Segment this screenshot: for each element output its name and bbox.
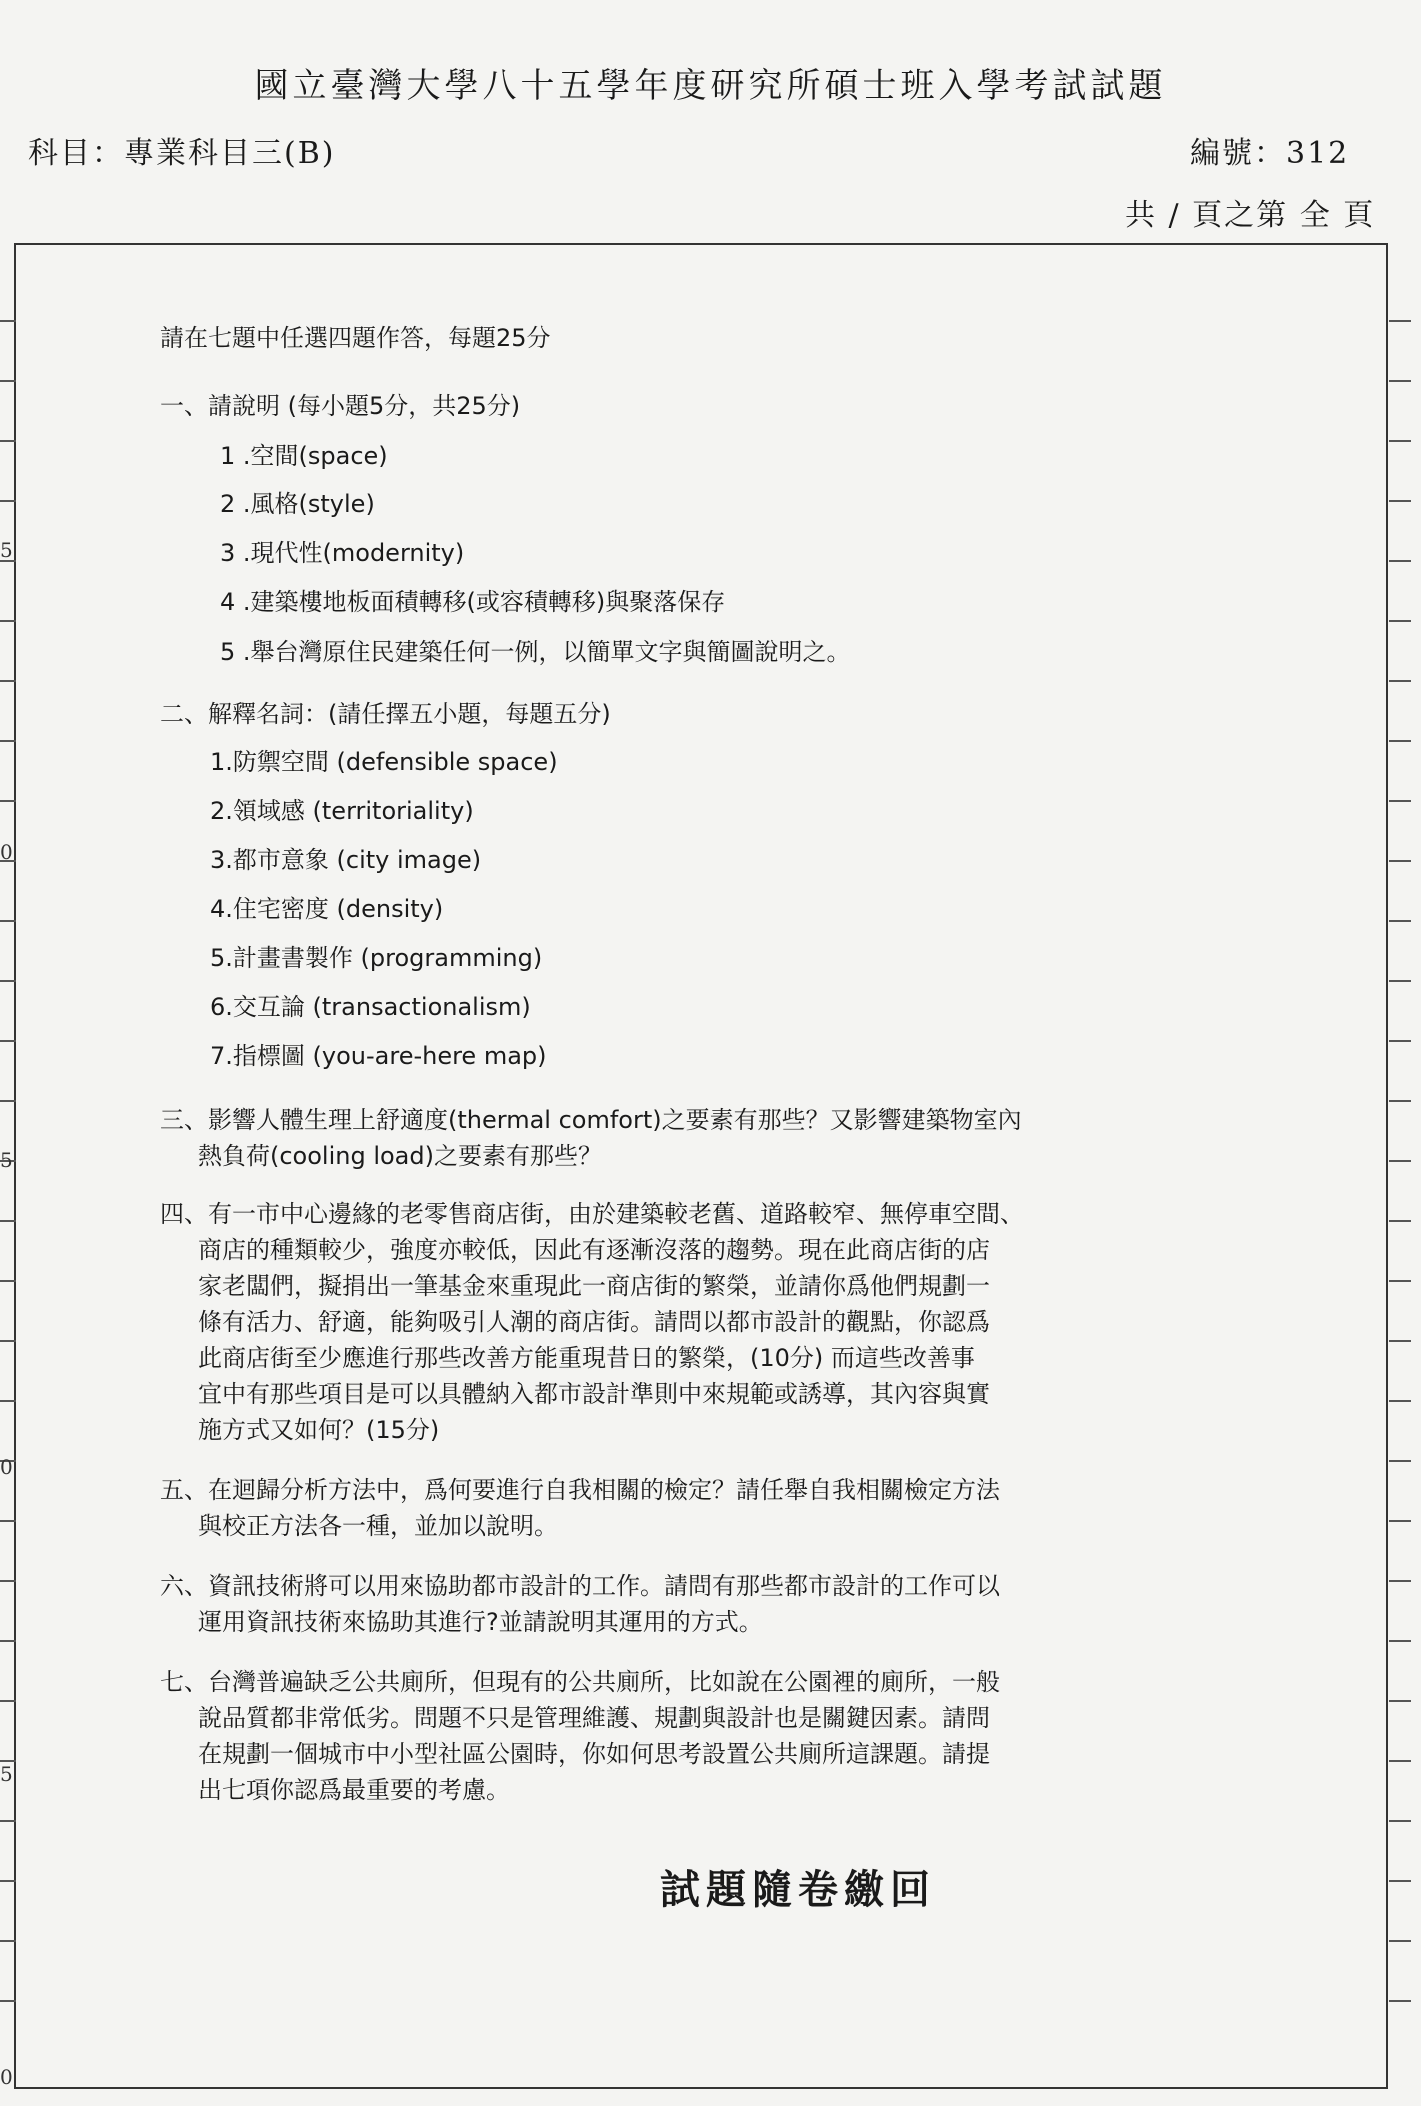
margin-number: 5 — [0, 538, 13, 562]
q7-text: 在規劃一個城市中小型社區公園時，你如何思考設置公共廁所這課題。請提 — [198, 1740, 990, 1768]
q1-item: 3 .現代性(modernity) — [220, 539, 465, 567]
q2-item: 4.住宅密度 (density) — [210, 895, 444, 923]
q4-text: 商店的種類較少，強度亦較低，因此有逐漸沒落的趨勢。現在此商店街的店 — [198, 1236, 990, 1264]
q4-text: 施方式又如何？(15分) — [198, 1416, 440, 1444]
q6-text: 運用資訊技術來協助其進行?並請說明其運用的方式。 — [198, 1608, 763, 1636]
q1-item: 1 .空間(space) — [220, 442, 388, 470]
q2-item: 6.交互論 (transactionalism) — [210, 993, 531, 1021]
q2-item: 3.都市意象 (city image) — [210, 846, 482, 874]
q1-item: 2 .風格(style) — [220, 490, 375, 518]
margin-number: 0 — [0, 2065, 13, 2089]
q4-text: 四、有一市中心邊緣的老零售商店街，由於建築較老舊、道路較窄、無停車空間、 — [160, 1200, 1024, 1228]
q2-item: 1.防禦空間 (defensible space) — [210, 748, 558, 776]
q3-text: 熱負荷(cooling load)之要素有那些？ — [198, 1142, 602, 1170]
page-count: 共 / 頁之第 全 頁 — [1125, 198, 1376, 233]
q2-heading: 二、解釋名詞：(請任擇五小題，每題五分) — [160, 700, 611, 728]
q5-text: 與校正方法各一種，並加以說明。 — [198, 1512, 558, 1540]
margin-number: 0 — [0, 840, 13, 864]
instructions: 請在七題中任選四題作答，每題25分 — [160, 324, 551, 352]
margin-number: 5 — [0, 1762, 13, 1786]
q1-heading: 一、請說明 (每小題5分，共25分) — [160, 392, 521, 420]
q7-text: 說品質都非常低劣。問題不只是管理維護、規劃與設計也是關鍵因素。請問 — [198, 1704, 990, 1732]
margin-number: 5 — [0, 1148, 13, 1172]
q4-text: 宜中有那些項目是可以具體納入都市設計準則中來規範或誘導，其內容與實 — [198, 1380, 990, 1408]
q1-item: 5 .舉台灣原住民建築任何一例，以簡單文字與簡圖說明之。 — [220, 638, 851, 666]
subject-label: 科目：專業科目三(B) — [28, 136, 336, 171]
q1-item: 4 .建築樓地板面積轉移(或容積轉移)與聚落保存 — [220, 588, 726, 616]
q5-text: 五、在迴歸分析方法中，爲何要進行自我相關的檢定？請任舉自我相關檢定方法 — [160, 1476, 1000, 1504]
q7-text: 七、台灣普遍缺乏公共廁所，但現有的公共廁所，比如說在公園裡的廁所，一般 — [160, 1668, 1000, 1696]
q2-item: 2.領域感 (territoriality) — [210, 797, 474, 825]
q7-text: 出七項你認爲最重要的考慮。 — [198, 1776, 510, 1804]
exam-title: 國立臺灣大學八十五學年度研究所碩士班入學考試試題 — [254, 66, 1167, 106]
q4-text: 此商店街至少應進行那些改善方能重現昔日的繁榮，(10分) 而這些改善事 — [198, 1344, 975, 1372]
exam-code: 編號：312 — [1190, 136, 1350, 171]
return-with-answer-stamp: 試題隨卷繳回 — [660, 1866, 936, 1913]
q6-text: 六、資訊技術將可以用來協助都市設計的工作。請問有那些都市設計的工作可以 — [160, 1572, 1000, 1600]
q4-text: 條有活力、舒適，能夠吸引人潮的商店街。請問以都市設計的觀點，你認爲 — [198, 1308, 990, 1336]
q2-item: 5.計畫書製作 (programming) — [210, 944, 543, 972]
margin-number: 0 — [0, 1455, 13, 1479]
q4-text: 家老闆們，擬捐出一筆基金來重現此一商店街的繁榮，並請你爲他們規劃一 — [198, 1272, 990, 1300]
q3-text: 三、影響人體生理上舒適度(thermal comfort)之要素有那些？又影響建築物室內 — [160, 1106, 1022, 1134]
q2-item: 7.指標圖 (you-are-here map) — [210, 1042, 547, 1070]
